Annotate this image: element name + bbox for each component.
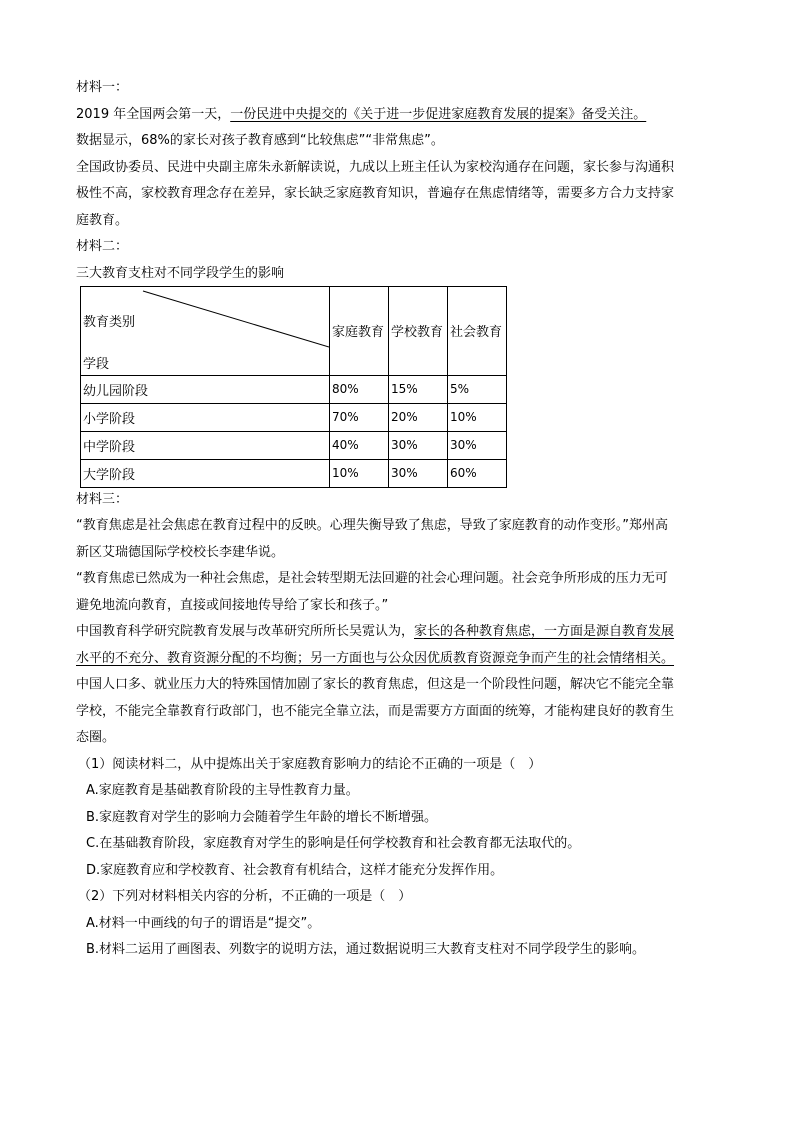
value-cell: 30% — [448, 431, 507, 459]
material1-para-line: 极性不高，家校教育理念存在差异，家长缺乏家庭教育知识，普遍存在焦虑情绪等，需要多方合力支持家 — [76, 186, 675, 201]
stage-cell: 小学阶段 — [81, 403, 330, 431]
table-row — [81, 403, 507, 431]
diag-top-label: 教育类别 — [83, 314, 136, 330]
stage-cell: 幼儿园阶段 — [81, 375, 330, 403]
table-title: 三大教育支柱对不同学段学生的影响 — [76, 265, 285, 281]
question1-option: C.在基础教育阶段，家庭教育对学生的影响是任何学校教育和社会教育都无法取代的。 — [86, 836, 581, 851]
column-header: 家庭教育 — [330, 286, 389, 375]
material1-line1-prefix: 2019 年全国两会第一天， — [76, 106, 231, 122]
value-cell: 80% — [330, 375, 389, 403]
wu-prefix: 中国教育科学研究院教育发展与改革研究所所长吴霓认为， — [76, 624, 415, 639]
value-cell: 10% — [448, 403, 507, 431]
value-cell: 70% — [330, 403, 389, 431]
question1-stem: （1）阅读材料二，从中提炼出关于家庭教育影响力的结论不正确的一项是（ ） — [78, 756, 542, 772]
material2-heading: 材料二： — [76, 239, 129, 254]
question2-option: B.材料二运用了画图表、列数字的说明方法，通过数据说明三大教育支柱对不同学段学生的影响。 — [86, 942, 646, 957]
quote-line: 避免地流向教育，直接或间接地传导给了家长和孩子。” — [76, 597, 389, 613]
document-page — [76, 78, 718, 967]
final-para-line: 学校，不能完全靠教育行政部门，也不能完全靠立法，而是需要方方面面的统筹，才能构建良好的教育生 — [76, 703, 675, 719]
education-table — [80, 286, 507, 488]
column-header: 学校教育 — [389, 286, 448, 375]
table-row — [81, 375, 507, 403]
value-cell: 20% — [389, 403, 448, 431]
material1-para-line: 庭教育。 — [76, 212, 129, 228]
underlined-text: 水平的不充分、教育资源分配的不均衡；另一方面也与公众因优质教育资源竞争而产生的社会情绪相关。 — [76, 650, 675, 666]
question1-option: B.家庭教育对学生的影响力会随着学生年龄的增长不断增强。 — [86, 809, 438, 825]
value-cell: 30% — [389, 459, 448, 487]
quote-line: “教育焦虑是社会焦虑在教育过程中的反映。心理失衡导致了焦虑，导致了家庭教育的动作变形。”郑州高 — [76, 518, 668, 533]
underlined-sentence: 一份民进中央提交的《关于进一步促进家庭教育发展的提案》备受关注。 — [230, 106, 647, 122]
diagonal-line — [81, 287, 329, 375]
value-cell: 10% — [330, 459, 389, 487]
table-row — [81, 459, 507, 487]
question2-stem: （2）下列对材料相关内容的分析，不正确的一项是（ ） — [78, 889, 412, 904]
value-cell: 5% — [448, 375, 507, 403]
question1-option: A.家庭教育是基础教育阶段的主导性教育力量。 — [86, 783, 359, 798]
final-para-line: 态圈。 — [76, 730, 116, 745]
diagonal-header-cell — [81, 286, 330, 375]
quote-line: 新区艾瑞德国际学校校长李建华说。 — [76, 544, 285, 560]
stage-cell: 中学阶段 — [81, 431, 330, 459]
stage-cell: 大学阶段 — [81, 459, 330, 487]
wu-line1 — [76, 622, 718, 641]
question2-option: A.材料一中画线的句子的谓语是“提交”。 — [86, 915, 321, 931]
table-row — [81, 431, 507, 459]
value-cell: 60% — [448, 459, 507, 487]
underlined-text: 家长的各种教育焦虑，一方面是源自教育发展 — [414, 624, 675, 639]
diag-bottom-label: 学段 — [83, 356, 110, 372]
value-cell: 30% — [389, 431, 448, 459]
final-para-line: 中国人口多、就业压力大的特殊国情加剧了家长的教育焦虑，但这是一个阶段性问题，解决它不能完全靠 — [76, 677, 675, 692]
quote-line: “教育焦虑已然成为一种社会焦虑，是社会转型期无法回避的社会心理问题。社会竞争所形成的压力无可 — [76, 571, 668, 586]
question1-option: D.家庭教育应和学校教育、社会教育有机结合，这样才能充分发挥作用。 — [86, 862, 504, 878]
material1-line2: 数据显示，68%的家长对孩子教育感到“比较焦虑”“非常焦虑”。 — [76, 133, 444, 148]
table-header-row — [81, 286, 507, 375]
value-cell: 40% — [330, 431, 389, 459]
material1-para-line: 全国政协委员、民进中央副主席朱永新解读说，九成以上班主任认为家校沟通存在问题，家长参与沟通积 — [76, 159, 675, 175]
column-header: 社会教育 — [448, 286, 507, 375]
wu-line2 — [76, 649, 718, 668]
material1-heading: 材料一： — [76, 80, 129, 95]
material1-line1 — [76, 105, 718, 124]
value-cell: 15% — [389, 375, 448, 403]
material3-heading: 材料三： — [76, 491, 129, 507]
